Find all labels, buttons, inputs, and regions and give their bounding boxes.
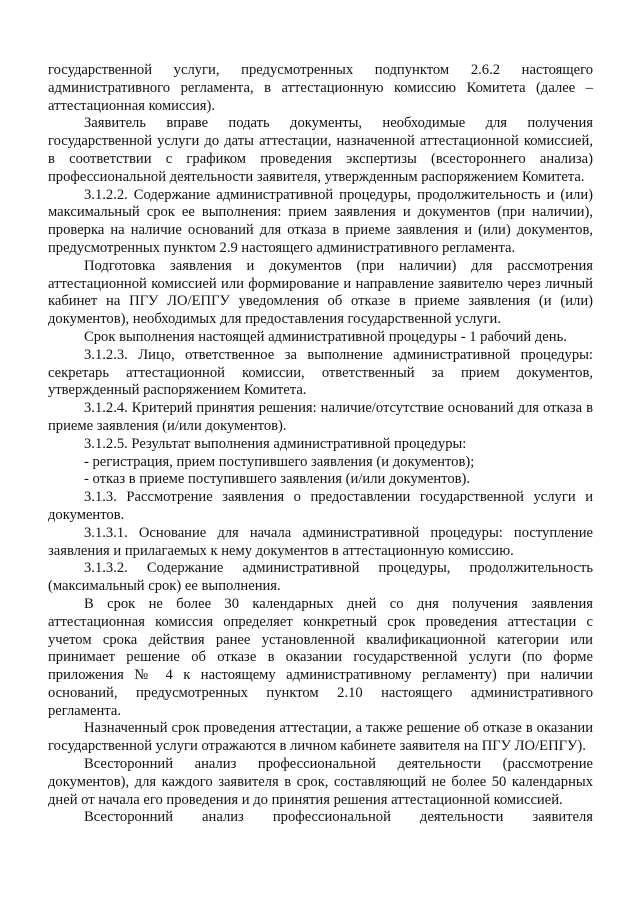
paragraph: - регистрация, прием поступившего заявления (и документов); (84, 453, 475, 470)
paragraph: Назначенный срок проведения аттестации, а также решение об отказе в оказании государственной услуги отражаются в личном кабинете заявителя на ПГУ ЛО/ЕПГУ). (48, 720, 593, 755)
paragraph: Всесторонний анализ профессиональной деятельности заявителя (84, 809, 593, 826)
paragraph: 3.1.2.5. Результат выполнения административной процедуры: (84, 435, 467, 452)
paragraph: 3.1.2.3. Лицо, ответственное за выполнение административной процедуры: секретарь аттестационной комиссии, ответственный за прием документов, утвержденный распоряжением Комитета. (48, 346, 593, 399)
paragraph: государственной услуги, предусмотренных подпунктом 2.6.2 настоящего административного регламента, в аттестационную комиссию Комитета (далее – аттестационная комиссия). (48, 62, 593, 114)
paragraph: 3.1.3.2. Содержание административной процедуры, продолжительность (максимальный срок) ее выполнения. (48, 560, 593, 595)
document-body (48, 62, 593, 827)
paragraph: 3.1.2.4. Критерий принятия решения: наличие/отсутствие оснований для отказа в приеме заявления (и/или документов). (48, 400, 593, 434)
paragraph: В срок не более 30 календарных дней со дня получения заявления аттестационная комиссия определяет конкретный срок проведения аттестации с учетом срока действия ранее установленной квалификационной категории или принимает решение об отказе в оказании государственной услуги (по форме приложения № 4 к настоящему административному регламенту) при наличии оснований, предусмотренных пунктом 2.10 настоящего административного регламента. (48, 595, 593, 719)
paragraph: Заявитель вправе подать документы, необходимые для получения государственной услуги до даты аттестации, назначенной аттестационной комиссией, в соответствии с графиком проведения экспертизы (всестороннего анализа) профессиональной деятельности заявителя, утвержденным распоряжением Комитета. (48, 115, 593, 185)
paragraph: 3.1.3.1. Основание для начала административной процедуры: поступление заявления и прилагаемых к нему документов в аттестационную комиссию. (48, 524, 593, 559)
paragraph: 3.1.3. Рассмотрение заявления о предоставлении государственной услуги и документов. (48, 489, 593, 523)
paragraph: 3.1.2.2. Содержание административной процедуры, продолжительность и (или) максимальный срок ее выполнения: прием заявления и документов (при наличии), проверка на наличие оснований для отказа в приеме заявления и (или) документов, предусмотренных пунктом 2.9 настоящего административного регламента. (48, 186, 593, 256)
paragraph: Подготовка заявления и документов (при наличии) для рассмотрения аттестационной комиссией или формирование и направление заявителю через личный кабинет на ПГУ ЛО/ЕПГУ уведомления об отказе в приеме заявления (и (или) документов), необходимых для предоставления государственной услуги. (48, 257, 593, 328)
paragraph: Всесторонний анализ профессиональной деятельности (рассмотрение документов), для каждого заявителя в срок, составляющий не более 50 календарных дней от начала его проведения и до принятия решения аттестационной комиссией. (48, 756, 593, 808)
paragraph: - отказ в приеме поступившего заявления (и/или документов). (84, 471, 471, 488)
paragraph: Срок выполнения настоящей административной процедуры - 1 рабочий день. (84, 328, 567, 345)
